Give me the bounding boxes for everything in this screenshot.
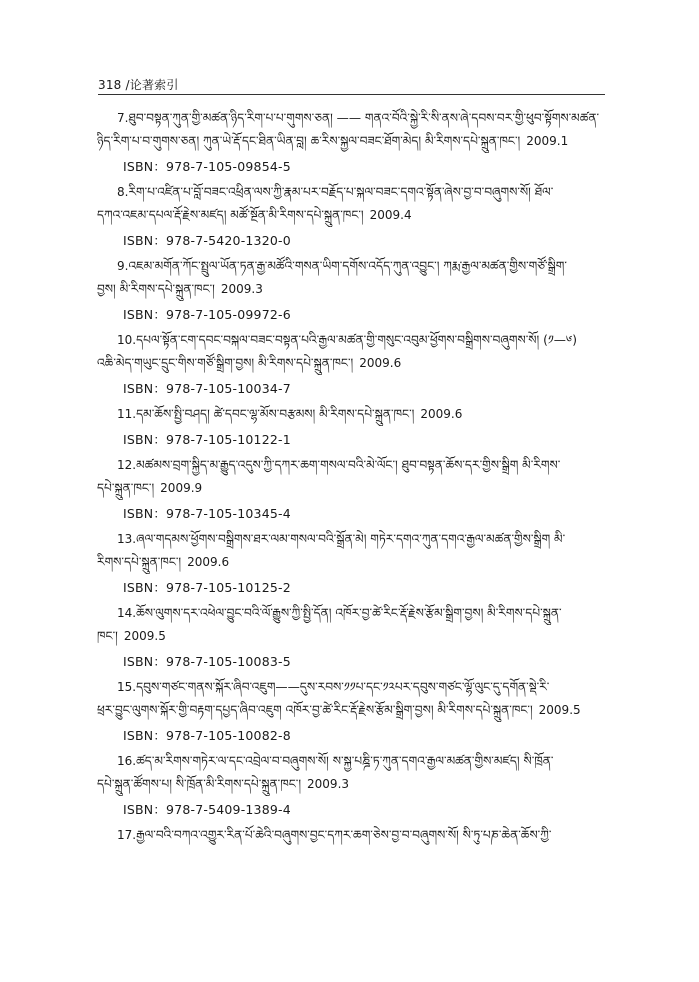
bibliography-entry <box>97 107 607 179</box>
isbn-line: ISBN：978-7-5420-1320-0 <box>123 233 291 248</box>
entry-title-text: རིགས་དཔེ་སྐྲུན་ཁང་། <box>97 555 182 569</box>
entry-number: 17. <box>117 828 137 842</box>
entry-text-line <box>97 676 607 699</box>
entry-title-text: བྱས། མི་རིགས་དཔེ་སྐྲུན་ཁང་། <box>97 282 215 296</box>
entry-number: 11. <box>117 407 137 421</box>
bibliography-entry <box>97 528 607 600</box>
bibliography-entry <box>97 602 607 674</box>
entry-title-text: དཔལ་སྟོན་ངག་དབང་བསྐལ་བཟང་བསྟན་པའི་རྒྱལ་མཚན་གྱི་གསུང་འབུམ་ཕྱོགས་བསྒྲིགས་བཞུགས་སོ། (༡—༦) <box>136 333 577 347</box>
bibliography-entry <box>97 181 607 253</box>
publication-date: 2009.4 <box>369 208 412 222</box>
entry-title-text: ཕྲར་བྱུང་ལུགས་སྐོར་གྱི་བརྟག་དཔྱད་ཞིབ་འཇུག འཁོར་བྱ་ཚེ་རིང་རྡོ་རྗེས་རྩོམ་སྒྲིག་བྱས། མི་རིགས་དཔེ་སྐྲུན་ཁང་། <box>97 703 533 717</box>
isbn-line: ISBN：978-7-105-10125-2 <box>123 580 291 595</box>
publication-date: 2009.3 <box>307 777 350 791</box>
bibliography-entry <box>97 750 607 822</box>
entry-text-line <box>97 454 607 477</box>
entry-number: 7. <box>117 111 129 125</box>
entry-title-text: ཚད་མ་རིགས་གཏེར་ལ་དང་འབྲེལ་བ་བཞུགས་སོ། ས་སྐྱ་པཎྜི་ཏ་ཀུན་དགའ་རྒྱལ་མཚན་གྱིས་མཛད། སི་ཁྲོན་ <box>136 754 554 768</box>
entry-title-text: རིག་པ་འཛིན་པ་བློ་བཟང་འཕྲིན་ལས་ཀྱི་རྣམ་པར་བརྗོད་པ་སྐལ་བཟང་དགའ་སྟོན་ཞེས་བྱ་བ་བཞུགས་སོ། ཐོལ་ <box>128 185 554 199</box>
bibliography-entry <box>97 329 607 401</box>
entry-text-line <box>97 181 607 204</box>
entry-number: 8. <box>117 185 129 199</box>
publication-date: 2009.9 <box>160 481 203 495</box>
bibliography-entry <box>97 403 607 452</box>
entry-number: 14. <box>117 606 137 620</box>
entry-text-line <box>97 477 607 500</box>
entry-text-line <box>97 699 607 722</box>
isbn-line: ISBN：978-7-5409-1389-4 <box>123 802 291 817</box>
isbn-line: ISBN：978-7-105-10034-7 <box>123 381 291 396</box>
entry-title-text: དབུས་གཙང་གནས་སྐོར་ཞིབ་འཇུག——དུས་རབས་༡༡པ་དང་༡༢པར་དབུས་གཙང་ལྷོ་ལུང་དུ་དགོན་སྡེ་རི་ <box>136 680 550 694</box>
entry-title-text: དམ་ཆོས་སྤྱི་བཤད། ཚེ་དབང་ལྷ་མོས་བརྩམས། མི་རིགས་དཔེ་སྐྲུན་ཁང་། <box>136 407 415 421</box>
entry-text-line <box>97 551 607 574</box>
bibliography-entry <box>97 676 607 748</box>
publication-date: 2009.1 <box>526 134 569 148</box>
entry-title-text: འཆི་མེད་གཡུང་དྲུང་གིས་གཙོ་སྒྲིག་བྱས། མི་རིགས་དཔེ་སྐྲུན་ཁང་། <box>97 356 354 370</box>
entry-text-line <box>97 602 607 625</box>
entry-text-line <box>97 750 607 773</box>
publication-date: 2009.5 <box>538 703 581 717</box>
bibliography-entry <box>97 255 607 327</box>
isbn-line: ISBN：978-7-105-10122-1 <box>123 432 291 447</box>
bibliography-list <box>97 107 607 847</box>
page-number-and-section: 318 /论著索引 <box>98 78 179 92</box>
entry-number: 10. <box>117 333 137 347</box>
entry-title-text: དཔེ་སྐྲུན་ཁང་། <box>97 481 155 495</box>
isbn-line: ISBN：978-7-105-09972-6 <box>123 307 291 322</box>
entry-title-text: དཀའ་འཇམ་དཔལ་རྡོ་རྗེས་མཛད། མཚོ་སྔོན་མི་རིགས་དཔེ་སྐྲུན་ཁང་། <box>97 208 364 222</box>
entry-text-line <box>97 204 607 227</box>
isbn-line: ISBN：978-7-105-10083-5 <box>123 654 291 669</box>
publication-date: 2009.5 <box>123 629 166 643</box>
entry-title-text: རྒྱལ་བའི་བཀའ་འགྱུར་རིན་པོ་ཆེའི་བཞུགས་བྱང་དཀར་ཆག་ཅེས་བྱ་བ་བཞུགས་སོ། སི་ཏུ་པཎ་ཆེན་ཆོས་ཀྱི་ <box>136 828 552 842</box>
running-header <box>98 74 605 95</box>
entry-title-text: འཇམ་མགོན་ཀོང་སྤྲུལ་ཡོན་ཏན་རྒྱ་མཚོའི་གསན་ཡིག་དགོས་འདོད་ཀུན་འབྱུང་། ཀརྨ་རྒྱལ་མཚན་གྱིས་གཙོ་སྒྲིག་ <box>128 259 567 273</box>
entry-number: 13. <box>117 532 137 546</box>
isbn-line: ISBN：978-7-105-09854-5 <box>123 159 291 174</box>
entry-text-line <box>97 255 607 278</box>
entry-title-text: ཉིད་རིག་པ་བ་གུགས་ཅན། ཀུན་ཡེ་རྡོ་དང་ཐིན་ཡིན་བླ། ཆ་རིས་སྐྱལ་བཟང་ཐོག་མེད། མི་རིགས་དཔེ་སྐྲུན་ཁང་། <box>97 134 521 148</box>
entry-title-text: ཁང་། <box>97 629 118 643</box>
entry-title-text: ཞལ་གདམས་ཕྱོགས་བསྒྲིགས་ཐར་ལམ་གསལ་བའི་སྒྲོན་མེ། གཏེར་དགའ་ཀུན་དགའ་རྒྱལ་མཚན་གྱིས་སྒྲིག མི་ <box>136 532 566 546</box>
entry-title-text: ཐུབ་བསྟན་ཀུན་གྱི་མཚན་ཉིད་རིག་པ་པ་གུགས་ཅན། —— གནའ་བོའི་སྐྱེ་རི་སི་ནས་ཞེ་དབས་བར་གྱི་ཕུབ་སྟོགས་མཚན་ <box>128 111 600 125</box>
isbn-line: ISBN：978-7-105-10345-4 <box>123 506 291 521</box>
entry-text-line <box>97 278 607 301</box>
entry-title-text: མཚམས་བྲག་སྐྱིད་མ་རྒྱུད་འདུས་ཀྱི་དཀར་ཆག་གསལ་བའི་མེ་ལོང་། ཐུབ་བསྟན་ཆོས་དར་གྱིས་སྒྲིག མི་རིགས་ <box>136 458 561 472</box>
entry-text-line <box>97 329 607 352</box>
entry-text-line <box>97 625 607 648</box>
publication-date: 2009.6 <box>359 356 402 370</box>
entry-text-line <box>97 107 607 130</box>
entry-text-line <box>97 824 607 847</box>
entry-text-line <box>97 773 607 796</box>
publication-date: 2009.6 <box>187 555 230 569</box>
entry-number: 16. <box>117 754 137 768</box>
entry-text-line <box>97 352 607 375</box>
entry-text-line <box>97 403 607 426</box>
entry-number: 9. <box>117 259 129 273</box>
bibliography-entry <box>97 454 607 526</box>
entry-text-line <box>97 130 607 153</box>
entry-number: 12. <box>117 458 137 472</box>
isbn-line: ISBN：978-7-105-10082-8 <box>123 728 291 743</box>
publication-date: 2009.3 <box>220 282 263 296</box>
entry-title-text: ཆོས་ལུགས་དར་འཕེལ་བྱུང་བའི་ལོ་རྒྱུས་ཀྱི་སྤྱི་དོན། འཁོར་བྱ་ཚེ་རིང་རྡོ་རྗེས་རྩོམ་སྒྲིག་བྱས། མི་རིགས་དཔེ་སྐྲུན་ <box>136 606 562 620</box>
entry-number: 15. <box>117 680 137 694</box>
entry-title-text: དཔེ་སྐྲུན་ཚོགས་པ། སི་ཁྲོན་མི་རིགས་དཔེ་སྐྲུན་ཁང་། <box>97 777 302 791</box>
publication-date: 2009.6 <box>420 407 463 421</box>
entry-text-line <box>97 528 607 551</box>
bibliography-entry <box>97 824 607 847</box>
